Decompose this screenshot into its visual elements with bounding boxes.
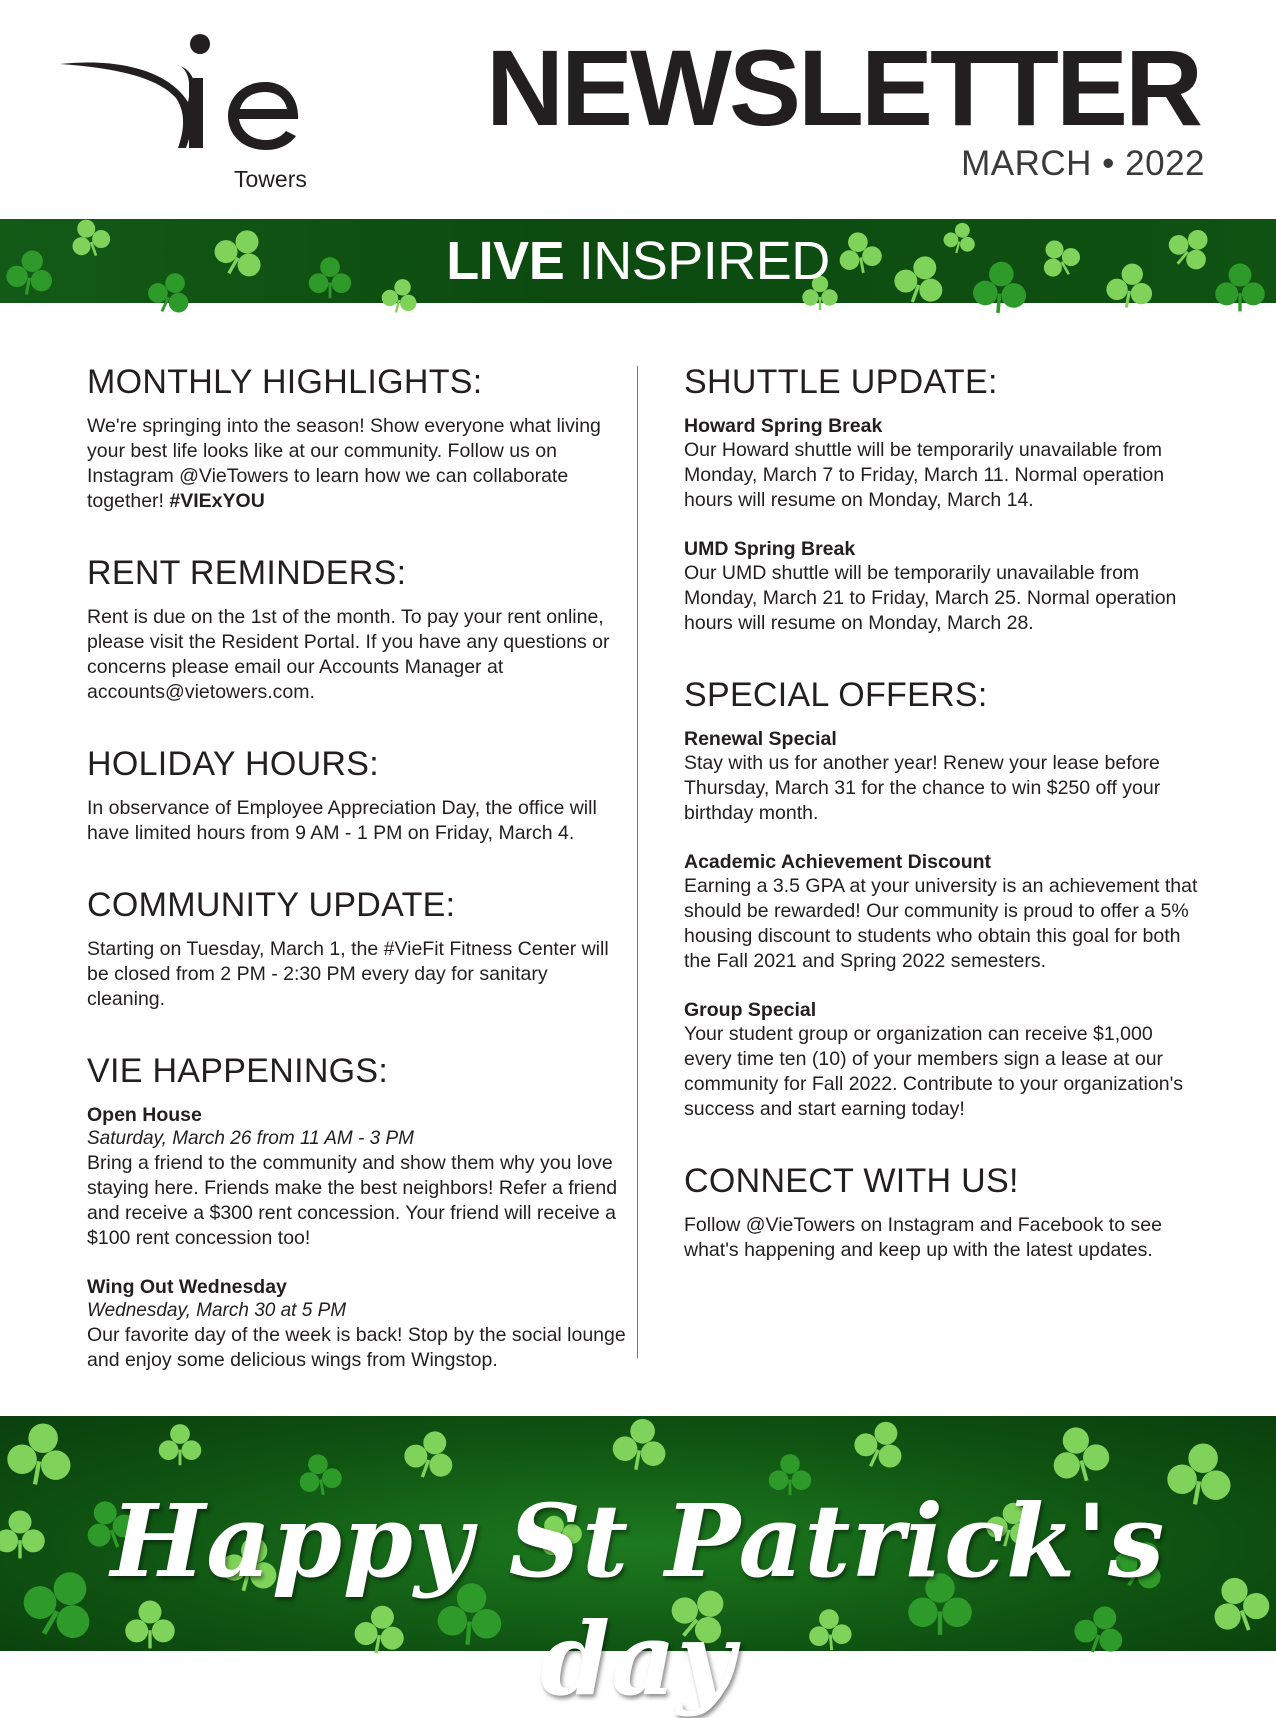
section-body: [87, 414, 627, 514]
vie-towers-logo: [58, 30, 318, 200]
st-patricks-greeting: Happy St Patrick's day: [110, 1482, 1166, 1718]
offer-title: Renewal Special: [684, 728, 837, 750]
vie-happenings-section: [87, 1049, 627, 1373]
slogan-light: INSPIRED: [578, 231, 830, 291]
event-title: Open House: [87, 1104, 202, 1126]
section-heading: RENT REMINDERS:: [87, 554, 407, 592]
shuttle-body: Our Howard shuttle will be temporarily unavailable from Monday, March 7 to Friday, March 11. Normal operation hours will resume on Monday, March 14.: [684, 439, 1165, 511]
event-body: Our favorite day of the week is back! Stop by the social lounge and enjoy some delicious wings from Wingstop.: [87, 1324, 626, 1371]
shamrock-icon: [610, 1415, 671, 1475]
section-heading: CONNECT WITH US!: [684, 1162, 1019, 1200]
slogan-bold: LIVE: [446, 231, 565, 291]
st-patricks-banner: [0, 1416, 1276, 1718]
section-heading: MONTHLY HIGHLIGHTS:: [87, 363, 483, 401]
event-time: Saturday, March 26 from 11 AM - 3 PM: [87, 1128, 414, 1149]
vie-logo-mark: [58, 30, 318, 170]
monthly-highlights-section: [87, 360, 627, 514]
shuttle-title: UMD Spring Break: [684, 538, 856, 560]
shuttle-body: Our UMD shuttle will be temporarily unavailable from Monday, March 21 to Friday, March 25. Normal operation hours will resume on Monday, March 28.: [684, 562, 1177, 634]
hashtag: #VIExYOU: [169, 490, 265, 512]
shamrock-icon: [4, 1418, 77, 1490]
column-divider: [637, 366, 638, 1358]
section-body: In observance of Employee Appreciation Day, the office will have limited hours from 9 AM - 1 PM on Friday, March 4.: [87, 797, 597, 844]
event-time: Wednesday, March 30 at 5 PM: [87, 1300, 347, 1321]
shuttle-item: [684, 537, 1204, 636]
shamrock-icon: [1045, 1421, 1114, 1489]
special-offers-section: [684, 673, 1204, 1122]
offer-item: [684, 727, 1204, 826]
offer-item: [684, 998, 1204, 1122]
connect-section: [684, 1159, 1204, 1263]
shuttle-item: [684, 414, 1204, 513]
shuttle-update-section: [684, 360, 1204, 636]
offer-title: Academic Achievement Discount: [684, 851, 992, 873]
section-heading: VIE HAPPENINGS:: [87, 1052, 389, 1090]
left-column: [87, 360, 627, 1410]
issue-date: MARCH • 2022: [961, 144, 1205, 183]
community-update-section: [87, 883, 627, 1012]
section-heading: COMMUNITY UPDATE:: [87, 886, 456, 924]
newsletter-title: NEWSLETTER: [486, 27, 1200, 148]
section-heading: SPECIAL OFFERS:: [684, 676, 988, 714]
section-body: Rent is due on the 1st of the month. To pay your rent online, please visit the Resident Portal. If you have any questions or concerns please email our Accounts Manager at accounts@vietowers.com.: [87, 606, 610, 703]
shamrock-icon: [399, 1424, 462, 1486]
shamrock-icon: [159, 1424, 201, 1465]
right-column: [684, 360, 1204, 1300]
shuttle-title: Howard Spring Break: [684, 415, 883, 437]
offer-body: Your student group or organization can receive $1,000 every time ten (10) of your members sign a lease at our community for Fall 2022. Contribute to your organization's success and start earning today!: [684, 1023, 1184, 1120]
slogan-banner: [0, 219, 1276, 303]
highlights-text: We're springing into the season! Show everyone what living your best life looks like at our community. Follow us on Instagram @VieTowers to learn how we can collaborate together!: [87, 415, 601, 512]
event-title: Wing Out Wednesday: [87, 1276, 287, 1298]
event-body: Bring a friend to the community and show them why you love staying here. Friends make the best neighbors! Refer a friend and receive a $300 rent concession. Your friend will receive a $100 rent concession too!: [87, 1152, 618, 1249]
offer-body: Stay with us for another year! Renew your lease before Thursday, March 31 for the chance to win $250 off your birthday month.: [684, 752, 1161, 824]
section-body: Follow @VieTowers on Instagram and Facebook to see what's happening and keep up with the latest updates.: [684, 1214, 1162, 1261]
event-item: [87, 1103, 627, 1251]
slogan: [0, 233, 1276, 289]
logo-subtitle: Towers: [234, 166, 307, 192]
event-item: [87, 1275, 627, 1373]
section-heading: HOLIDAY HOURS:: [87, 745, 380, 783]
section-heading: SHUTTLE UPDATE:: [684, 363, 998, 401]
offer-title: Group Special: [684, 999, 817, 1021]
shamrock-icon: [848, 1412, 913, 1476]
rent-reminders-section: [87, 551, 627, 705]
section-body: Starting on Tuesday, March 1, the #VieFit Fitness Center will be closed from 2 PM - 2:30 PM every day for sanitary cleaning.: [87, 938, 609, 1010]
offer-body: Earning a 3.5 GPA at your university is an achievement that should be rewarded! Our community is proud to offer a 5% housing discount to students who obtain this goal for both the Fall 2021 and Spring 2022 semesters.: [684, 875, 1198, 972]
offer-item: [684, 850, 1204, 974]
holiday-hours-section: [87, 742, 627, 846]
